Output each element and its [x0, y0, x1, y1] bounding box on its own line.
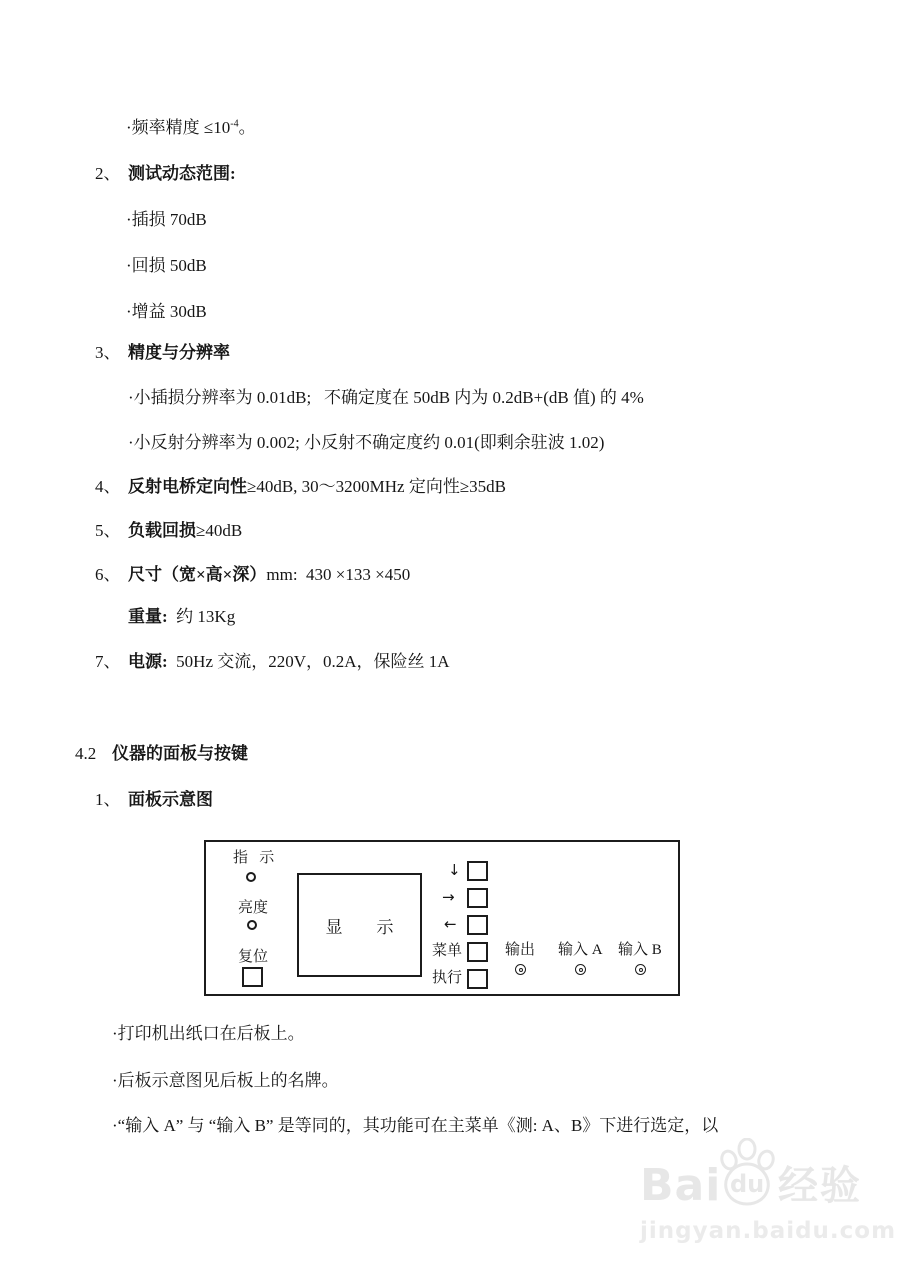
- output-connector-label: 输出: [505, 942, 536, 958]
- item-number: 3、: [95, 343, 121, 362]
- display-label: 显 示: [325, 917, 394, 937]
- item-number: 1、: [95, 790, 121, 809]
- item-title: 面板示意图: [128, 790, 213, 809]
- spec-item-6: [95, 564, 410, 585]
- section-number: 4.2: [75, 744, 97, 763]
- spec-frequency-text: ·频率精度 ≤10: [126, 118, 231, 137]
- item-number: 6、: [95, 565, 121, 584]
- item-title: 负载回损: [128, 521, 196, 540]
- input-a-connector-icon: [575, 964, 586, 975]
- spec-bullet-resolution-2: ·小反射分辨率为 0.002; 小反射不确定度约 0.01(即剩余驻波 1.02): [128, 433, 605, 452]
- menu-key-label: 菜单: [432, 943, 463, 959]
- superscript-exponent: -4: [230, 118, 239, 130]
- execute-key-label: 执行: [432, 970, 463, 986]
- display-screen: [297, 873, 422, 977]
- item-title: 重量:: [128, 607, 168, 626]
- spec-bullet-resolution-1: ·小插损分辨率为 0.01dB; 不确定度在 50dB 内为 0.2dB+(dB 值) 的 4%: [128, 388, 644, 407]
- spec-item-5: [95, 520, 242, 541]
- item-value: ≥40dB: [196, 521, 243, 540]
- brightness-led-icon: [247, 920, 257, 930]
- baidu-paw-icon: [716, 1138, 778, 1208]
- item-number: 5、: [95, 521, 121, 540]
- item-value: ≥40dB, 30～3200MHz 定向性≥35dB: [247, 477, 507, 496]
- item-value: 约 13Kg: [167, 607, 236, 626]
- input-a-connector-label: 输入 A: [558, 942, 603, 958]
- output-connector-icon: [515, 964, 526, 975]
- input-b-connector-icon: [635, 964, 646, 975]
- spec-bullet-return-loss: ·回损 50dB: [126, 256, 207, 275]
- execute-key: [467, 969, 488, 989]
- watermark-logo-row: [640, 1146, 880, 1212]
- spec-bullet-insertion-loss: ·插损 70dB: [126, 210, 207, 229]
- note-input-ab: ·“输入 A” 与 “输入 B” 是等同的，其功能可在主菜单《测: A、B》下进行选定，以: [112, 1116, 719, 1135]
- item-number: 2、: [95, 164, 121, 183]
- note-rear-panel: ·后板示意图见后板上的名牌。: [112, 1071, 339, 1090]
- spec-weight: [128, 606, 235, 627]
- item-title: 精度与分辨率: [128, 343, 230, 362]
- reset-label: 复位: [238, 949, 269, 965]
- watermark-url: jingyan.baidu.com: [640, 1218, 897, 1244]
- indicator-led-icon: [246, 872, 256, 882]
- arrow-left-icon: ←: [444, 915, 457, 933]
- spec-bullet-gain: ·增益 30dB: [126, 302, 207, 321]
- item-title: 尺寸（宽×高×深）: [128, 565, 267, 584]
- item-title: 电源:: [128, 652, 168, 671]
- spec-item-2: [95, 163, 236, 184]
- spec-item-4: [95, 476, 506, 497]
- arrow-down-key: [467, 861, 488, 881]
- indicator-label: 指 示: [233, 850, 275, 866]
- watermark-bai-text: Bai: [640, 1160, 722, 1211]
- arrow-left-key: [467, 915, 488, 935]
- menu-key: [467, 942, 488, 962]
- item-value: 50Hz 交流，220V，0.2A，保险丝 1A: [167, 652, 450, 671]
- watermark-jingyan-text: 经验: [778, 1163, 862, 1209]
- spec-item-3: [95, 342, 230, 363]
- arrow-right-key: [467, 888, 488, 908]
- watermark-du-text: du: [730, 1170, 765, 1198]
- item-number: 7、: [95, 652, 121, 671]
- item-title: 测试动态范围:: [128, 164, 236, 183]
- spec-frequency-tail: 。: [238, 118, 256, 137]
- arrow-right-icon: →: [442, 888, 455, 906]
- section-title: 仪器的面板与按键: [112, 744, 248, 763]
- note-printer: ·打印机出纸口在后板上。: [112, 1024, 305, 1043]
- brightness-label: 亮度: [238, 900, 269, 916]
- spec-frequency-accuracy: [126, 117, 256, 138]
- item-value: mm: 430 ×133 ×450: [266, 565, 411, 584]
- section-heading-4-2: [75, 743, 248, 764]
- front-panel-diagram: [204, 840, 680, 996]
- item-title: 反射电桥定向性: [128, 477, 247, 496]
- baidu-jingyan-watermark: [640, 1146, 897, 1244]
- subsection-heading-1: [95, 789, 213, 810]
- spec-item-7: [95, 651, 450, 672]
- input-b-connector-label: 输入 B: [618, 942, 662, 958]
- item-number: 4、: [95, 477, 121, 496]
- reset-key: [242, 967, 263, 987]
- arrow-down-icon: ↓: [448, 861, 461, 879]
